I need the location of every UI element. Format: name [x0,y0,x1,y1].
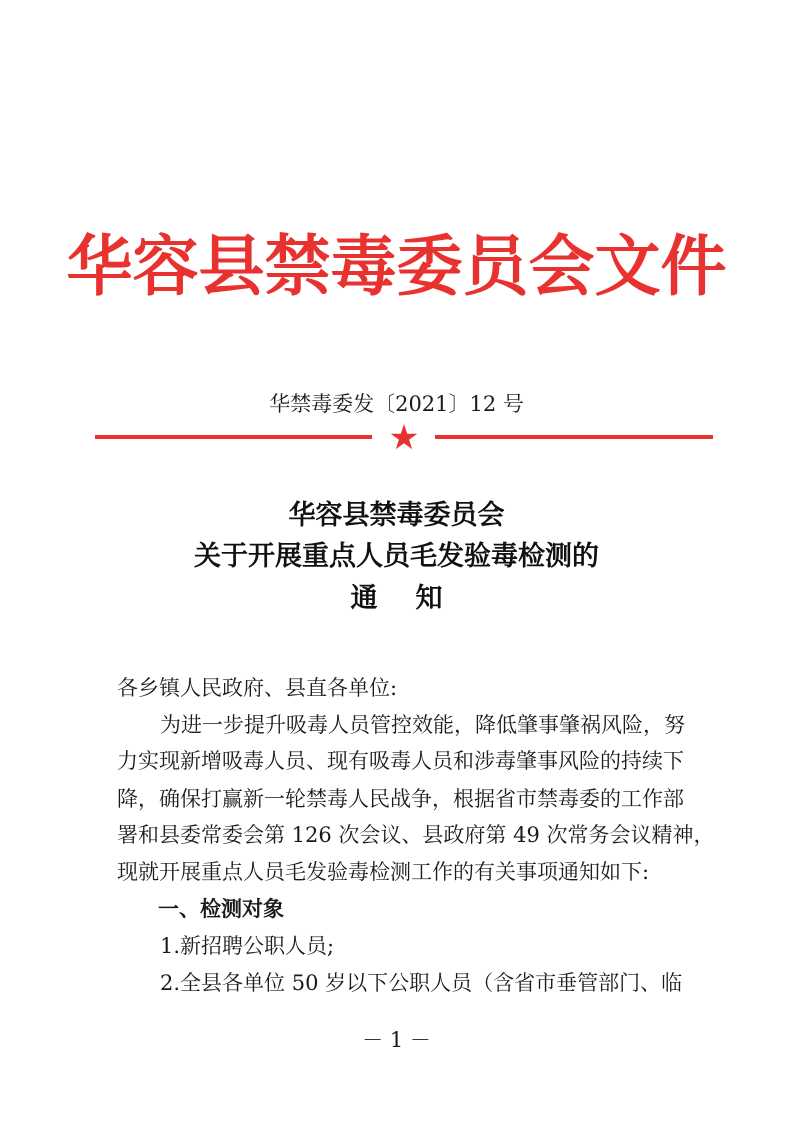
divider-line-left [95,435,372,439]
red-divider [95,424,713,450]
paragraph-line-4: 署和县委常委会第 126 次会议、县政府第 49 次常务会议精神， [117,823,715,847]
section-heading: 一、检测对象 [158,897,284,921]
list-item: 2.全县各单位 50 岁以下公职人员（含省市垂管部门、临 [160,971,683,995]
title-line-2: 关于开展重点人员毛发验毒检测的 [194,541,599,572]
paragraph-line-2: 力实现新增吸毒人员、现有吸毒人员和涉毒肇事风险的持续下 [117,749,684,773]
page-number: － 1 － [362,1028,431,1052]
list-item: 1.新招聘公职人员; [160,934,335,958]
paragraph-line-3: 降，确保打赢新一轮禁毒人民战争，根据省市禁毒委的工作部 [117,787,684,811]
title-line-1: 华容县禁毒委员会 [288,500,505,531]
document-header-title: 华容县禁毒委员会文件 [66,228,727,305]
salutation: 各乡镇人民政府、县直各单位: [117,676,398,700]
paragraph-line-1: 为进一步提升吸毒人员管控效能，降低肇事肇祸风险，努 [160,713,685,737]
document-number: 华禁毒委发〔2021〕12 号 [269,392,524,416]
star-icon [391,424,418,449]
title-line-3: 通知 [350,583,481,614]
divider-line-right [435,435,713,439]
paragraph-line-5: 现就开展重点人员毛发验毒检测工作的有关事项通知如下: [117,860,650,884]
